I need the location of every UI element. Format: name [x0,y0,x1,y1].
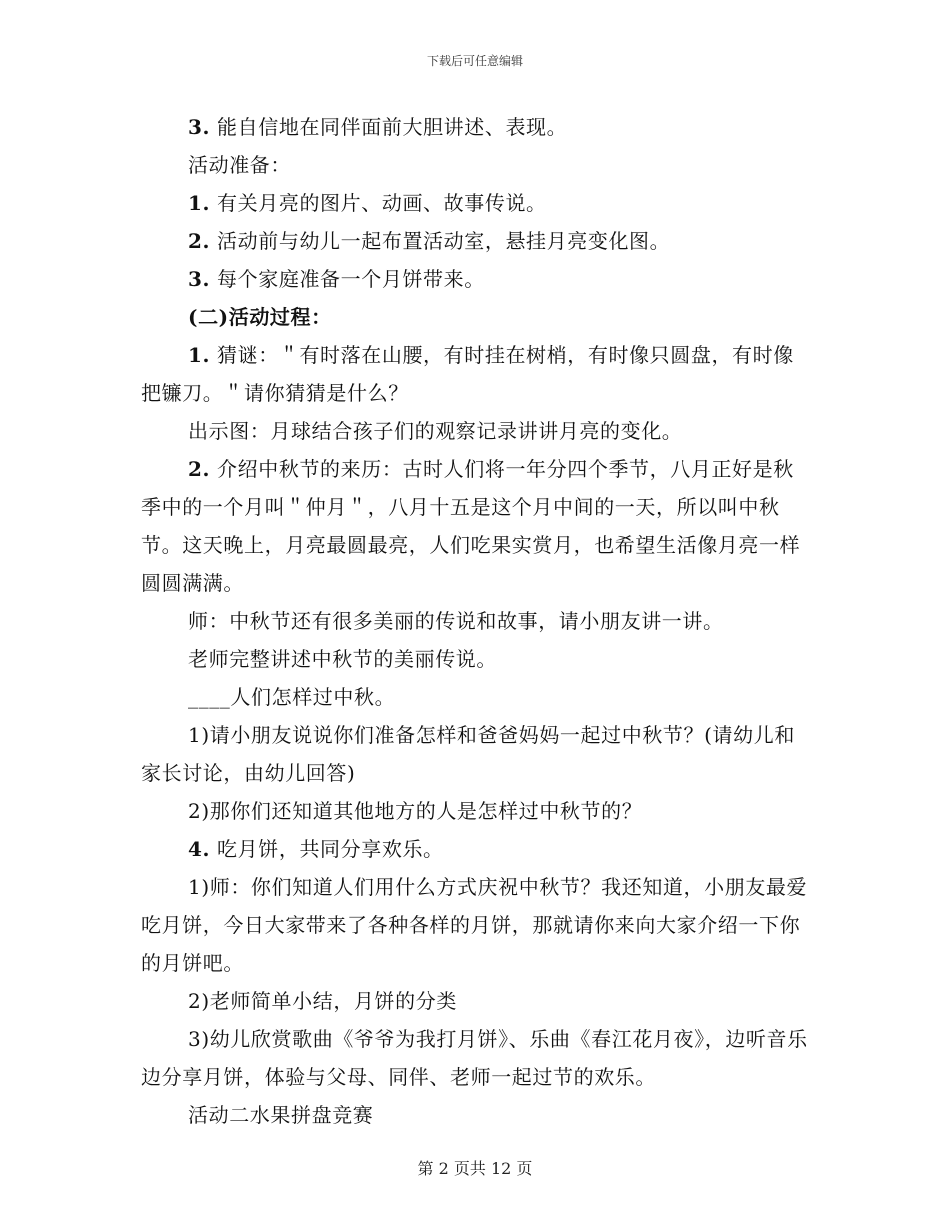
paragraph [141,716,811,792]
paragraph [141,830,811,868]
page-footer: 第 2 页共 12 页 [417,1159,533,1178]
paragraph [141,222,811,260]
page-header: 下载后可任意编辑 [426,54,523,68]
paragraph-text: 有关月亮的图片、动画、故事传说。 [210,191,547,215]
paragraph-text: 吃月饼，共同分享欢乐。 [210,837,444,861]
paragraph [141,792,811,830]
list-number: 3. [188,115,211,139]
section-number: (二) [188,305,229,329]
paragraph-text: 出示图：月球结合孩子们的观察记录讲讲月亮的变化。 [188,419,683,443]
paragraph [141,602,811,640]
paragraph [141,982,811,1020]
paragraph-text: 2)老师简单小结，月饼的分类 [188,989,457,1013]
paragraph-text: 每个家庭准备一个月饼带来。 [210,267,485,291]
paragraph [141,1096,811,1134]
paragraph-text: 1)师：你们知道人们用什么方式庆祝中秋节？我还知道，小朋友最爱吃月饼，今日大家带来了各种各样的月饼，那就请你来向大家介绍一下你的月饼吧。 [141,875,808,975]
paragraph-text: ____人们怎样过中秋。 [188,685,396,709]
paragraph-text: 师：中秋节还有很多美丽的传说和故事，请小朋友讲一讲。 [188,609,724,633]
section-heading [141,298,811,336]
paragraph-text: 3)幼儿欣赏歌曲《爷爷为我打月饼》、乐曲《春江花月夜》，边听音乐边分享月饼，体验与父母、同伴、老师一起过节的欢乐。 [141,1027,808,1089]
paragraph-text: 活动前与幼儿一起布置活动室，悬挂月亮变化图。 [210,229,671,253]
paragraph-text: 活动二水果拼盘竞赛 [188,1103,374,1127]
paragraph-text: 活动准备： [188,153,291,177]
document-body [141,108,811,1134]
paragraph [141,336,811,412]
paragraph [141,868,811,982]
paragraph-text: 猜谜：＂有时落在山腰，有时挂在树梢，有时像只圆盘，有时像把镰刀。＂请你猜猜是什么？ [141,343,794,405]
list-number: 1. [188,191,211,215]
paragraph [141,412,811,450]
paragraph [141,184,811,222]
list-number: 1. [188,343,211,367]
paragraph-text: 介绍中秋节的来历：古时人们将一年分四个季节，八月正好是秋季中的一个月叫＂仲月＂，八月十五是这个月中间的一天，所以叫中秋节。这天晚上，月亮最圆最亮，人们吃果实赏月，也希望生活像月亮一样圆圆满满。 [141,457,801,595]
paragraph-text: 1)请小朋友说说你们准备怎样和爸爸妈妈一起过中秋节？(请幼儿和家长讨论，由幼儿回答) [141,723,795,785]
section-heading-text: 活动过程： [228,305,332,329]
paragraph [141,260,811,298]
paragraph [141,108,811,146]
paragraph [141,146,811,184]
list-number: 4. [188,837,211,861]
paragraph-text: 能自信地在同伴面前大胆讲述、表现。 [210,115,568,139]
list-number: 2. [188,229,211,253]
paragraph [141,678,811,716]
paragraph-text: 老师完整讲述中秋节的美丽传说。 [188,647,497,671]
list-number: 3. [188,267,211,291]
paragraph-text: 2)那你们还知道其他地方的人是怎样过中秋节的？ [188,799,643,823]
list-number: 2. [188,457,211,481]
paragraph [141,450,811,602]
paragraph [141,1020,811,1096]
paragraph [141,640,811,678]
